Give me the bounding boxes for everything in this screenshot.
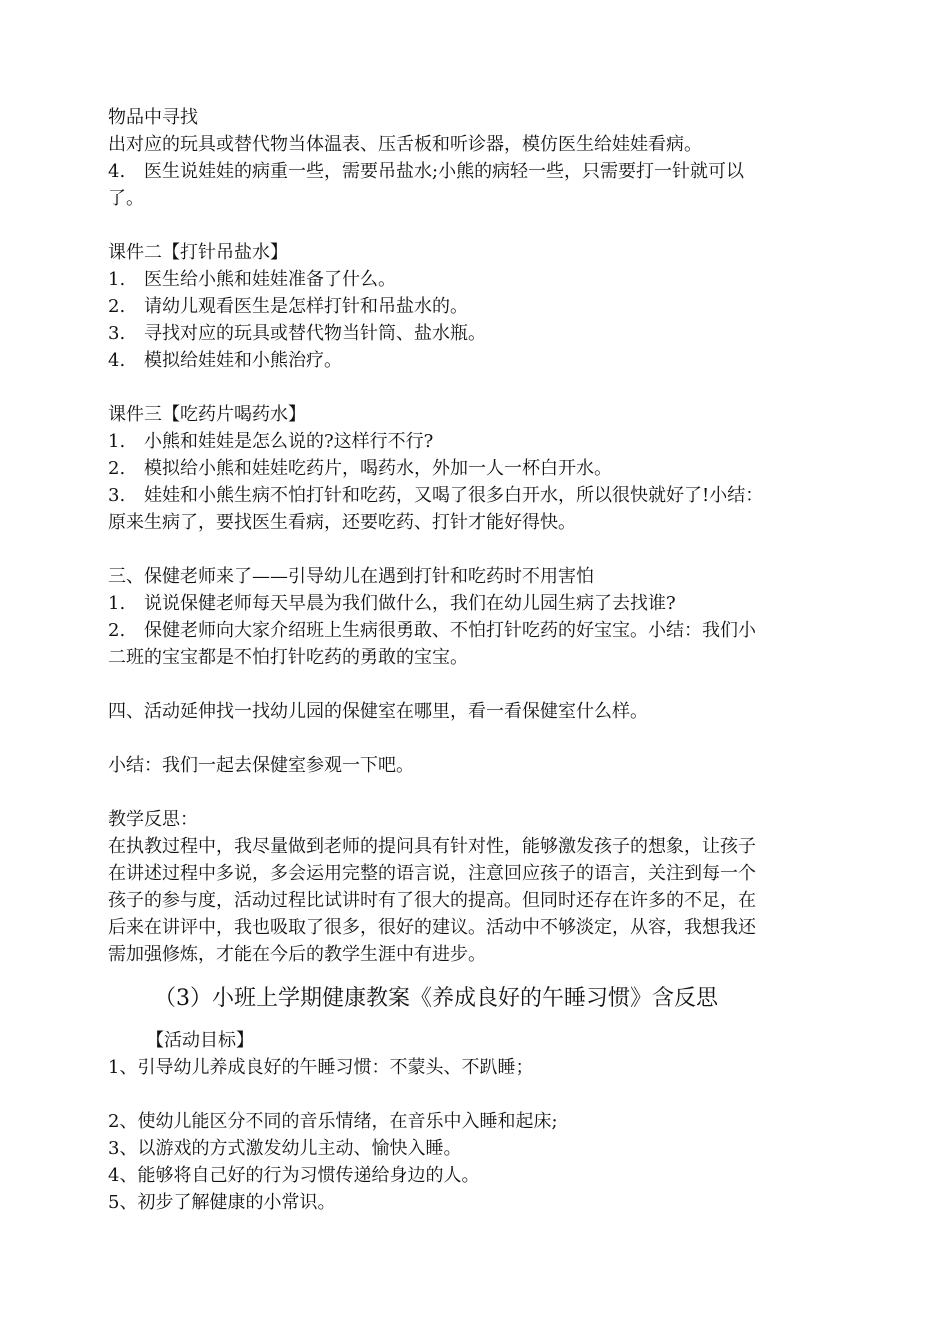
goal-item: 3、以游戏的方式激发幼儿主动、愉快入睡。 (108, 1138, 462, 1159)
item-text: 模拟给娃娃和小熊治疗。 (144, 350, 342, 371)
item-number: 2. (108, 458, 126, 479)
list-item (108, 482, 848, 509)
goal-item: 1、引导幼儿养成良好的午睡习惯：不蒙头、不趴睡； (108, 1057, 534, 1078)
list-item (108, 320, 848, 347)
item-text: 说说保健老师每天早晨为我们做什么，我们在幼儿园生病了去找谁? (144, 593, 676, 614)
goal-item: 5、初步了解健康的小常识。 (108, 1192, 336, 1213)
reflection-line: 后来在讲评中，我也吸取了很多，很好的建议。活动中不够淡定，从容，我想我还 (108, 917, 756, 938)
item-text: 娃娃和小熊生病不怕打针和吃药，又喝了很多白开水，所以很快就好了!小结： (144, 485, 764, 506)
reflection-line: 需加强修炼，才能在今后的教学生涯中有进步。 (108, 944, 486, 965)
list-item (108, 455, 848, 482)
list-item (108, 158, 848, 185)
document-page (108, 104, 848, 1216)
item-number: 2. (108, 620, 126, 641)
item-number: 3. (108, 485, 126, 506)
text-line: 了。 (108, 188, 144, 209)
text-line: 出对应的玩具或替代物当体温表、压舌板和听诊器，模仿医生给娃娃看病。 (108, 134, 702, 155)
text-line: 二班的宝宝都是不怕打针吃药的勇敢的宝宝。 (108, 647, 468, 668)
section-title: 课件二【打针吊盐水】 (108, 242, 288, 263)
goal-item: 4、能够将自己好的行为习惯传递给身边的人。 (108, 1165, 480, 1186)
item-number: 1. (108, 269, 126, 290)
text-line: 原来生病了，要找医生看病，还要吃药、打针才能好得快。 (108, 512, 576, 533)
summary-line: 小结：我们一起去保健室参观一下吧。 (108, 755, 414, 776)
section-title: 课件三【吃药片喝药水】 (108, 404, 306, 425)
list-item (108, 428, 848, 455)
section-title: 三、保健老师来了——引导幼儿在遇到打针和吃药时不用害怕 (108, 566, 594, 587)
item-number: 3. (108, 323, 126, 344)
goal-item: 2、使幼儿能区分不同的音乐情绪，在音乐中入睡和起床; (108, 1111, 558, 1132)
list-item (108, 590, 848, 617)
item-number: 1. (108, 431, 126, 452)
reflection-line: 在执教过程中，我尽量做到老师的提问具有针对性，能够激发孩子的想象，让孩子 (108, 836, 756, 857)
section-title: 四、活动延伸找一找幼儿园的保健室在哪里，看一看保健室什么样。 (108, 701, 648, 722)
reflection-line: 孩子的参与度，活动过程比试讲时有了很大的提高。但同时还存在许多的不足，在 (108, 890, 756, 911)
item-text: 模拟给小熊和娃娃吃药片，喝药水，外加一人一杯白开水。 (144, 458, 612, 479)
item-text: 小熊和娃娃是怎么说的?这样行不行? (144, 431, 434, 452)
item-text: 医生说娃娃的病重一些，需要吊盐水;小熊的病轻一些，只需要打一针就可以 (144, 161, 745, 182)
list-item (108, 293, 848, 320)
item-text: 保健老师向大家介绍班上生病很勇敢、不怕打针吃药的好宝宝。小结：我们小 (144, 620, 756, 641)
item-text: 医生给小熊和娃娃准备了什么。 (144, 269, 396, 290)
item-number: 4. (108, 350, 126, 371)
list-item (108, 347, 848, 374)
item-number: 4. (108, 161, 126, 182)
reflection-title: 教学反思： (108, 809, 198, 830)
list-item (108, 266, 848, 293)
item-text: 请幼儿观看医生是怎样打针和吊盐水的。 (144, 296, 468, 317)
reflection-line: 在讲述过程中多说，多会运用完整的语言说，注意回应孩子的语言，关注到每一个 (108, 863, 756, 884)
item-text: 寻找对应的玩具或替代物当针筒、盐水瓶。 (144, 323, 486, 344)
goals-title: 【活动目标】 (146, 1030, 254, 1051)
item-number: 2. (108, 296, 126, 317)
list-item (108, 617, 848, 644)
item-number: 1. (108, 593, 126, 614)
lesson-heading: （3）小班上学期健康教案《养成良好的午睡习惯》含反思 (154, 986, 718, 1011)
text-line: 物品中寻找 (108, 107, 198, 128)
